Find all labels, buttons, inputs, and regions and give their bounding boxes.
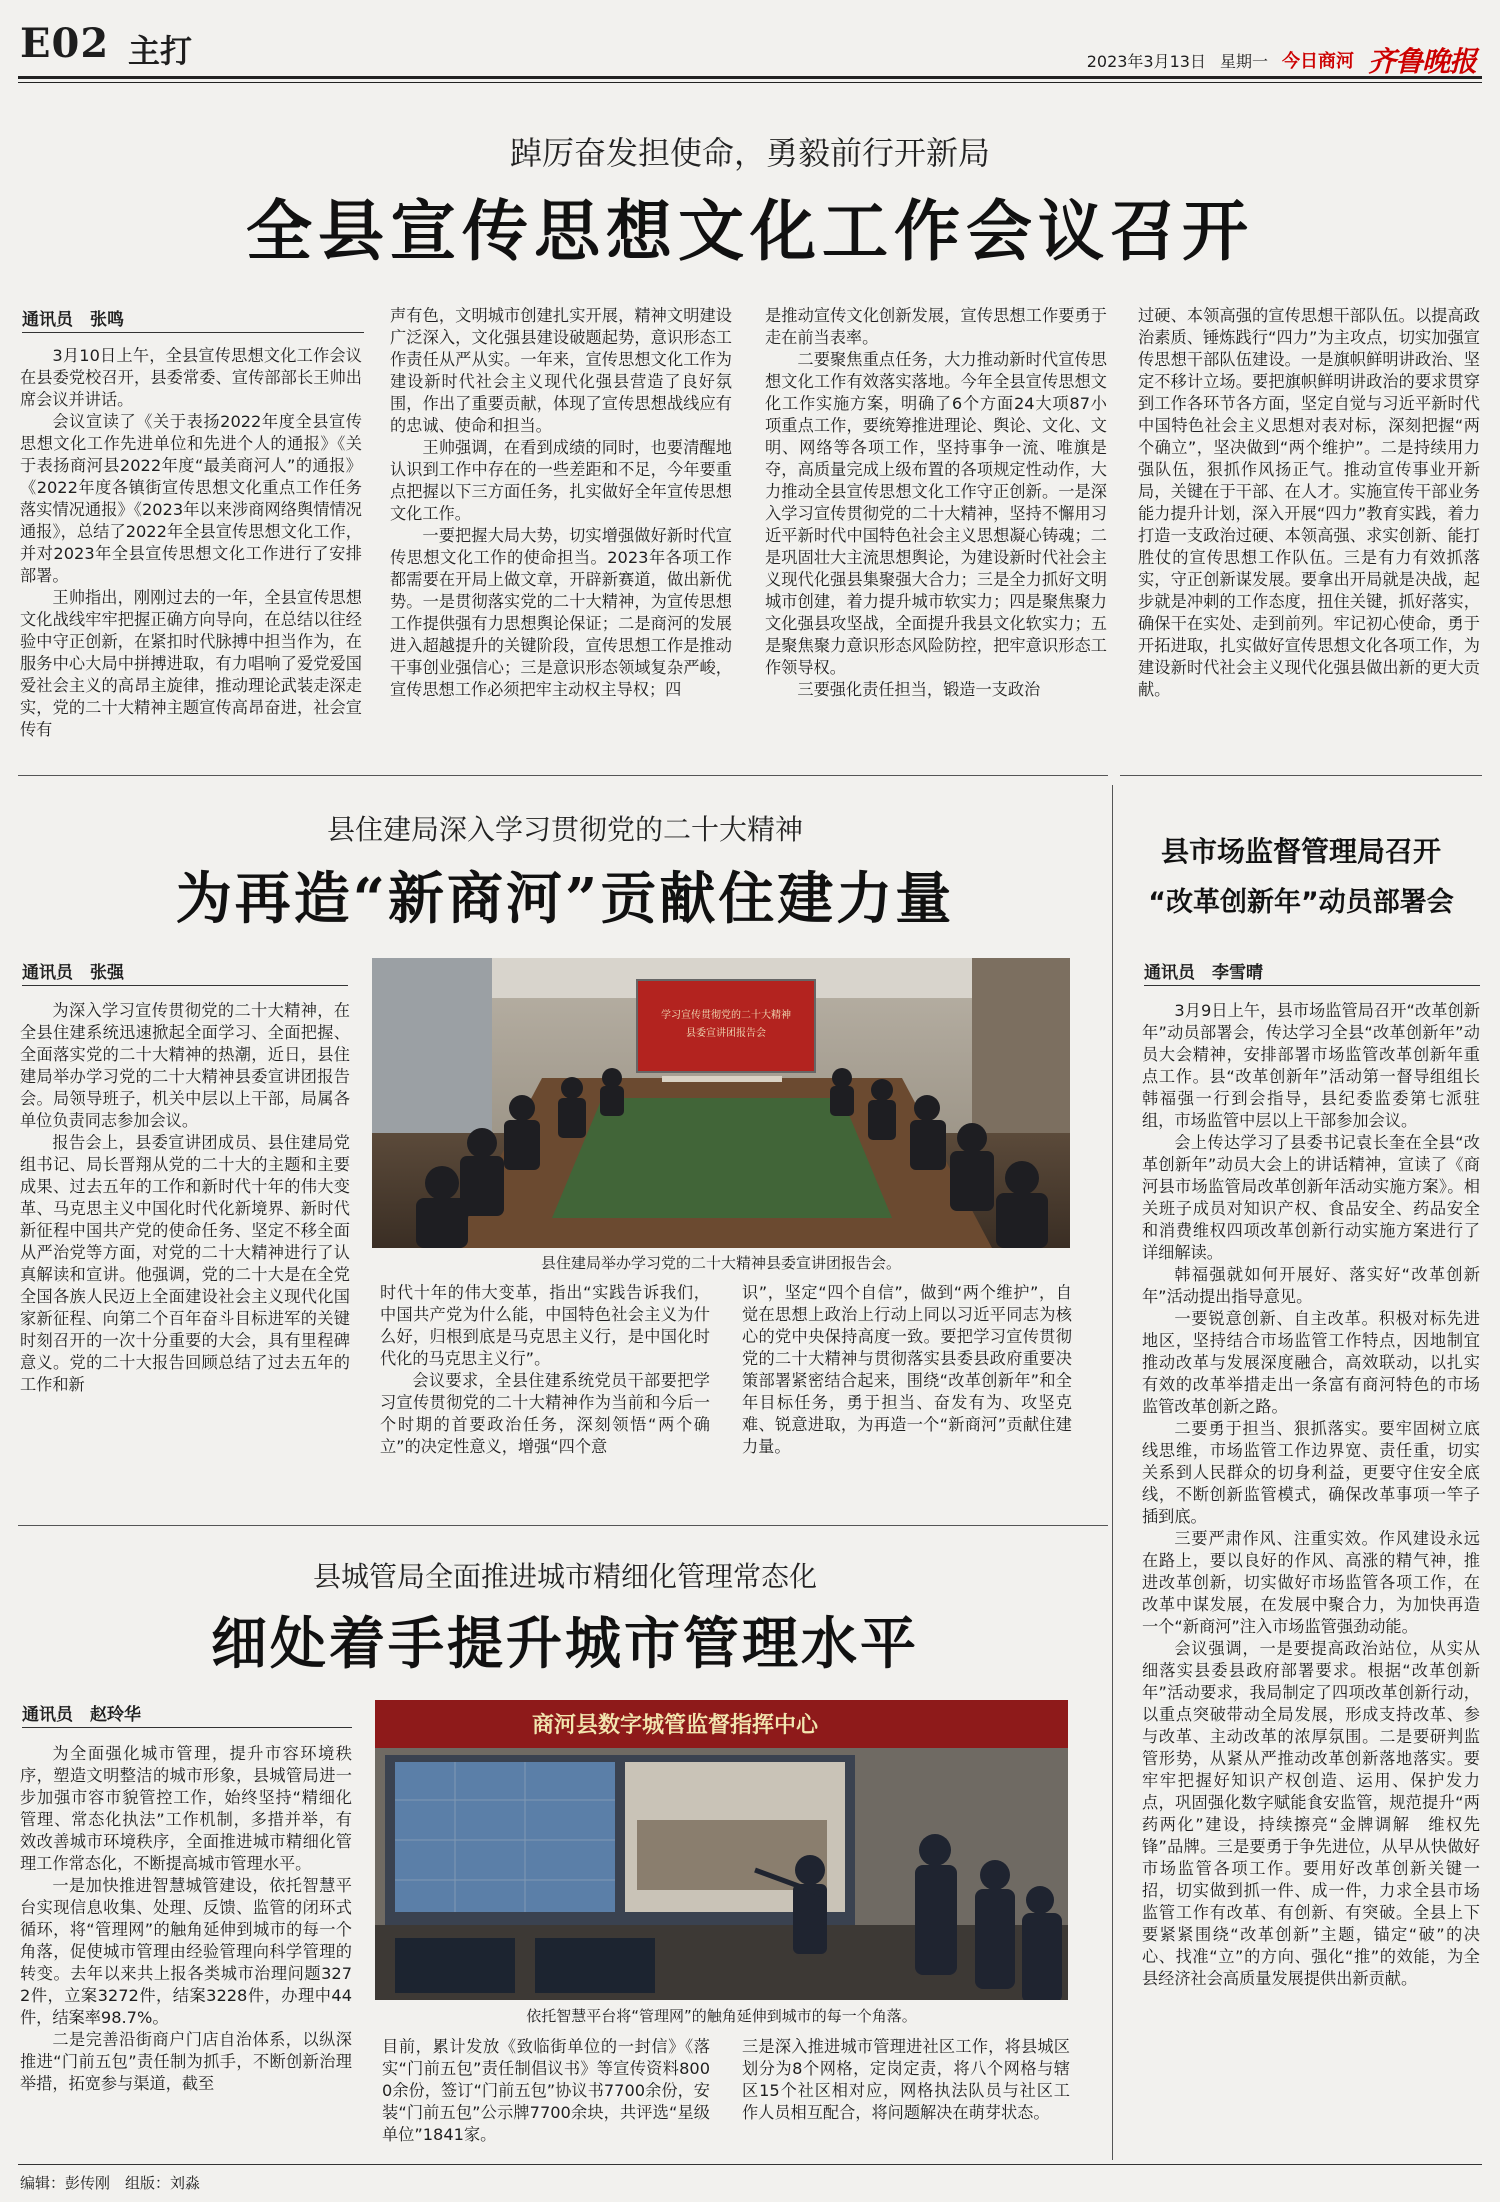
article2-subtitle: 县住建局深入学习贯彻党的二十大精神 <box>326 813 803 846</box>
paragraph: 一要锐意创新、自主改革。积极对标先进地区，坚持结合市场监管工作特点，因地制宜推动改革与发展深度融合，高效联动，以扎实有效的改革举措走出一条富有商河特色的市场监管改革创新之路。 <box>1142 1309 1480 1416</box>
paragraph: 韩福强就如何开展好、落实好“改革创新年”活动提出指导意见。 <box>1142 1265 1480 1306</box>
article2-column-1 <box>20 1000 350 1515</box>
article2-title: 为再造“新商河”贡献住建力量 <box>175 866 955 932</box>
paragraph: 3月10日上午，全县宣传思想文化工作会议在县委党校召开，县委常委、宣传部部长王帅出席会议并讲话。 <box>20 346 362 409</box>
article4-body <box>1142 1000 1480 2155</box>
article2-byline: 通讯员 张强 <box>22 958 348 986</box>
paragraph: 会上传达学习了县委书记袁长奎在全县“改革创新年”动员大会上的讲话精神，宣读了《商河县市场监管局改革创新年活动实施方案》。相关班子成员对知识产权、食品安全、药品安全和消费维权四项改革创新行动实施方案进行了详细解读。 <box>1142 1133 1480 1262</box>
section-divider-1b <box>1120 775 1482 776</box>
header-rule <box>18 76 1482 79</box>
column-divider-vertical <box>1112 785 1113 2160</box>
section-name: 主打 <box>128 32 193 70</box>
editor-credit: 编辑：彭传刚 组版：刘淼 <box>20 2174 201 2192</box>
paragraph: 王帅强调，在看到成绩的同时，也要清醒地认识到工作中存在的一些差距和不足，今年要重点把握以下三方面任务，扎实做好全年宣传思想文化工作。 <box>390 438 732 523</box>
paragraph: 三要强化责任担当，锻造一支政治 <box>797 680 1041 699</box>
article1-column-1 <box>20 345 362 765</box>
footer-rule <box>18 2164 1482 2165</box>
paragraph: 二是完善沿街商户门店自治体系，以纵深推进“门前五包”责任制为抓手，不断创新治理举措，拓宽参与渠道，截至 <box>20 2030 352 2093</box>
article1-column-3 <box>765 305 1107 765</box>
paragraph: 二要勇于担当、狠抓落实。要牢固树立底线思维，市场监管工作边界宽、责任重，切实关系到人民群众的切身利益，更要守住安全底线，不断创新监管模式，确保改革事项一竿子插到底。 <box>1142 1419 1480 1526</box>
paragraph: 目前，累计发放《致临街单位的一封信》《落实“门前五包”责任制倡议书》等宣传资料8000余份，签订“门前五包”协议书7700余份，安装“门前五包”公示牌7700余块，共评选“星级单位”1841家。 <box>382 2037 710 2144</box>
article3-column-3 <box>742 2036 1070 2156</box>
command-center-photo <box>375 1700 1068 2000</box>
paragraph: 会议要求，全县住建系统党员干部要把学习宣传贯彻党的二十大精神作为当前和今后一个时期的首要政治任务，深刻领悟“两个确立”的决定性意义，增强“四个意 <box>380 1371 710 1456</box>
svg-text:县委宣讲团报告会: 县委宣讲团报告会 <box>686 1028 766 1039</box>
paragraph: 为深入学习宣传贯彻党的二十大精神，在全县住建系统迅速掀起全面学习、全面把握、全面落实党的二十大精神的热潮，近日，县住建局举办学习党的二十大精神县委宣讲团报告会。局领导班子，机关中层以上干部，局属各单位负责同志参加会议。 <box>20 1001 350 1130</box>
article1-column-2 <box>390 305 732 765</box>
article2-column-2 <box>380 1282 710 1517</box>
screen-banner-text: 学习宣传贯彻党的二十大精神 <box>661 1010 791 1021</box>
article3-subtitle: 县城管局全面推进城市精细化管理常态化 <box>312 1560 817 1593</box>
paragraph: 声有色，文明城市创建扎实开展，精神文明建设广泛深入，文化强县建设破题起势，意识形态工作责任从严从实。一年来，宣传思想文化工作为建设新时代社会主义现代化强县营造了良好氛围，作出了重要贡献，体现了宣传思想战线应有的忠诚、使命和担当。 <box>390 306 732 435</box>
paragraph: 为全面强化城市管理，提升市容环境秩序，塑造文明整洁的城市形象，县城管局进一步加强市容市貌管控工作，始终坚持“精细化管理、常态化执法”工作机制，多措并举，有效改善城市环境秩序，全面推进城市精细化管理工作常态化，不断提高城市管理水平。 <box>20 1744 352 1873</box>
article3-title: 细处着手提升城市管理水平 <box>211 1611 919 1677</box>
article1-column-4 <box>1138 305 1480 765</box>
paragraph: 三要严肃作风、注重实效。作风建设永远在路上，要以良好的作风、高涨的精气神，推进改革创新，切实做好市场监管各项工作，在改革中谋发展，在发展中聚合力，为加快再造一个“新商河”注入市场监管强劲动能。 <box>1142 1529 1480 1636</box>
page-number: E02 <box>20 20 110 67</box>
article2-column-3 <box>742 1282 1072 1517</box>
article1-byline: 通讯员 张鸣 <box>22 305 364 333</box>
paragraph: 一是加快推进智慧城管建设，依托智慧平台实现信息收集、处理、反馈、监管的闭环式循环，将“管理网”的触角延伸到城市的每一个角落，促使城市管理由经验管理向科学管理的转变。去年以来共上报各类城市治理问题3272件，立案3272件，结案3228件，办理中44件，结案率98.7%。 <box>20 1876 352 2027</box>
article1-title: 全县宣传思想文化工作会议召开 <box>246 192 1254 270</box>
paragraph: 一要把握大局大势，切实增强做好新时代宣传思想文化工作的使命担当。2023年各项工作都需要在开局上做文章，开辟新赛道，做出新优势。一是贯彻落实党的二十大精神，为宣传思想工作提供强有力思想舆论保证；二是商河的发展进入超越提升的关键阶段，宣传思想工作是推动干事创业强信心；三是意识形态领域复杂严峻，宣传思想工作必须把牢主动权主导权；四 <box>390 526 732 699</box>
article1-subtitle: 踔厉奋发担使命，勇毅前行开新局 <box>509 134 990 172</box>
section-divider-2 <box>18 1525 1108 1526</box>
issue-date: 2023年3月13日 <box>1086 51 1206 71</box>
column-name: 今日商河 <box>1281 51 1354 72</box>
paragraph: 时代十年的伟大变革，指出“实践告诉我们，中国共产党为什么能，中国特色社会主义为什么好，归根到底是马克思主义行，是中国化时代化的马克思主义行”。 <box>380 1283 710 1368</box>
section-divider-1 <box>18 775 1108 776</box>
paragraph: 会议强调，一是要提高政治站位，从实从细落实县委县政府部署要求。根据“改革创新年”活动要求，我局制定了四项改革创新行动，以重点突破带动全局发展，形成支持改革、参与改革、主动改革的浓厚氛围。二是要研判监管形势，从紧从严推动改革创新落地落实。要牢牢把握好知识产权创造、运用、保护发力点，巩固强化数字赋能食安监管，规范提升“两药两化”建设，持续擦亮“金牌调解 维权先锋”品牌。三是要勇于争先进位，从早从快做好市场监管各项工作。要用好改革创新关键一招，切实做到抓一件、成一件，力求全县市场监管工作有改革、有创新、有突破。全县上下要紧紧围绕“改革创新”主题，锚定“破”的决心、找准“立”的方向、强化“推”的效能，为全县经济社会高质量发展提供出新贡献。 <box>1142 1639 1480 1988</box>
meeting-photo-caption: 县住建局举办学习党的二十大精神县委宣讲团报告会。 <box>540 1254 901 1272</box>
meeting-photo <box>372 958 1070 1248</box>
paragraph: 会议宣读了《关于表扬2022年度全县宣传思想文化工作先进单位和先进个人的通报》《关于表扬商河县2022年度“最美商河人”的通报》《2022年度各镇街宣传思想文化重点工作任务落实情况通报》《2023年以来涉商网络舆情情况通报》，总结了2022年全县宣传思想文化工作，并对2023年全县宣传思想文化工作进行了安排部署。 <box>20 412 362 585</box>
article3-column-2 <box>382 2036 710 2156</box>
paragraph: 二要聚焦重点任务，大力推动新时代宣传思想文化工作有效落实落地。今年全县宣传思想文化工作实施方案，明确了6个方面24大项87小项重点工作，要统筹推进理论、舆论、文化、文明、网络等各项工作，坚持事争一流、唯旗是夺，高质量完成上级布置的各项规定性动作，大力推动全县宣传思想文化工作守正创新。一是深入学习宣传贯彻党的二十大精神，坚持不懈用习近平新时代中国特色社会主义思想凝心铸魂；二是巩固壮大主流思想舆论，为建设新时代社会主义现代化强县集聚强大合力；三是全力抓好文明城市创建，着力提升城市软实力；四是聚焦聚力文化强县攻坚战，全面提升我县文化软实力；五是聚焦聚力意识形态风险防控，把牢意识形态工作领导权。 <box>765 350 1107 677</box>
header-rule-thin <box>18 82 1482 83</box>
paragraph: 报告会上，县委宣讲团成员、县住建局党组书记、局长晋翔从党的二十大的主题和主要成果、过去五年的工作和新时代十年的伟大变革、马克思主义中国化时代化新境界、新时代新征程中国共产党的使命任务、坚定不移全面从严治党等方面，对党的二十大精神进行了认真解读和宣讲。他强调，党的二十大是在全党全国各族人民迈上全面建设社会主义现代化国家新征程、向第二个百年奋斗目标进军的关键时刻召开的一次十分重要的大会，具有里程碑意义。党的二十大报告回顾总结了过去五年的工作和新 <box>20 1133 350 1394</box>
paper-logo: 齐鲁晚报 <box>1367 45 1476 78</box>
article4-title: “改革创新年”动员部署会 <box>1148 887 1454 918</box>
command-center-banner: 商河县数字城管监督指挥中心 <box>531 1713 819 1738</box>
paragraph: 过硬、本领高强的宣传思想干部队伍。以提高政治素质、锤炼践行“四力”为主攻点，切实加强宣传思想干部队伍建设。一是旗帜鲜明讲政治、坚定不移计立场。要把旗帜鲜明讲政治的要求贯穿到工作各环节各方面，坚定自觉与习近平新时代中国特色社会主义思想对表对标，深刻把握“两个确立”，坚决做到“两个维护”。二是持续用力强队伍，狠抓作风扬正气。推动宣传事业开新局，关键在于干部、在人才。实施宣传干部业务能力提升计划，深入开展“四力”教育实践，着力打造一支政治过硬、本领高强、求实创新、能打胜仗的宣传思想工作队伍。三是有力有效抓落实，守正创新谋发展。要拿出开局就是决战，起步就是冲刺的工作态度，扭住关键，抓好落实，确保干在实处、走到前列。牢记初心使命，勇于开拓进取，扎实做好宣传思想文化各项工作，为建设新时代社会主义现代化强县做出新的更大贡献。 <box>1138 306 1480 699</box>
paragraph: 三是深入推进城市管理进社区工作，将县城区划分为8个网格，定岗定责，将八个网格与辖区15个社区相对应，网格执法队员与社区工作人员相互配合，将问题解决在萌芽状态。 <box>742 2037 1070 2122</box>
article3-byline: 通讯员 赵玲华 <box>22 1700 352 1728</box>
issue-weekday: 星期一 <box>1219 51 1268 71</box>
article4-subtitle: 县市场监督管理局召开 <box>1160 835 1441 868</box>
article3-column-1 <box>20 1743 352 2153</box>
paragraph: 识”，坚定“四个自信”，做到“两个维护”，自觉在思想上政治上行动上同以习近平同志为核心的党中央保持高度一致。要把学习宣传贯彻党的二十大精神与贯彻落实县委县政府重要决策部署紧密结合起来，围绕“改革创新年”和全年目标任务，勇于担当、奋发有为、攻坚克难、锐意进取，为再造一个“新商河”贡献住建力量。 <box>742 1283 1072 1456</box>
command-center-caption: 依托智慧平台将“管理网”的触角延伸到城市的每一个角落。 <box>526 2007 917 2025</box>
masthead-info <box>1087 40 1476 80</box>
paragraph: 3月9日上午，县市场监管局召开“改革创新年”动员部署会，传达学习全县“改革创新年”动员大会精神，安排部署市场监管改革创新年重点工作。县“改革创新年”活动第一督导组组长韩福强一行到会指导，县纪委监委第七派驻组，市场监管中层以上干部参加会议。 <box>1142 1001 1480 1130</box>
article4-byline: 通讯员 李雪晴 <box>1144 958 1480 986</box>
paragraph: 是推动宣传文化创新发展，宣传思想工作要勇于走在前当表率。 <box>765 306 1107 347</box>
paragraph: 王帅指出，刚刚过去的一年，全县宣传思想文化战线牢牢把握正确方向导向，在总结以往经验中守正创新，在紧扣时代脉搏中担当作为，在服务中心大局中拼搏进取，有力唱响了爱党爱国爱社会主义的高昂主旋律，推动理论武装走深走实，党的二十大精神主题宣传高昂奋进，社会宣传有 <box>20 588 362 739</box>
